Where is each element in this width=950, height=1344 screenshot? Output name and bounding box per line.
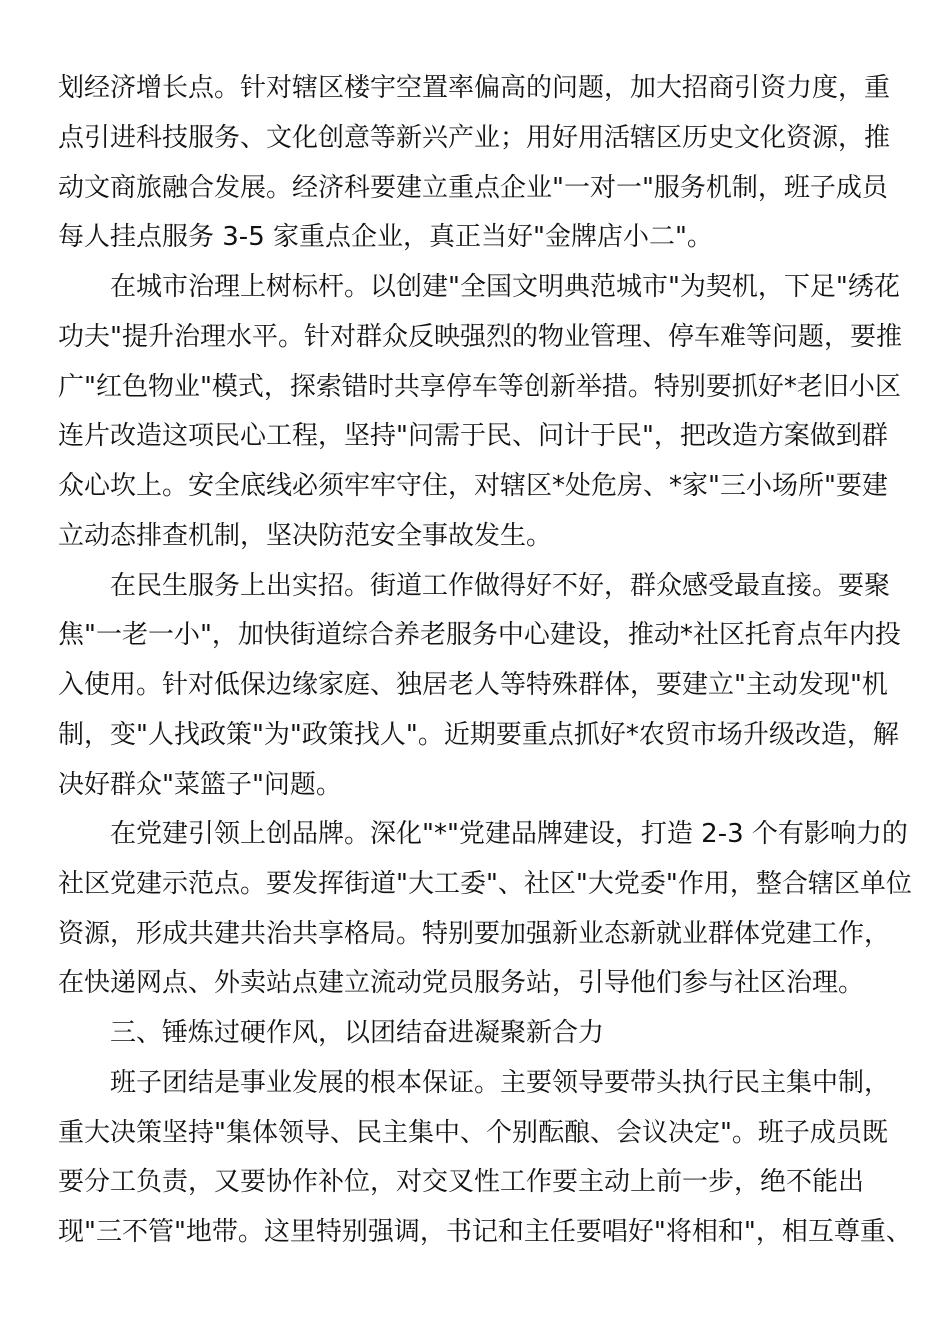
- text-line: 广"红色物业"模式，探索错时共享停车等创新举措。特别要抓好*老旧小区: [58, 372, 901, 402]
- text-line: 焦"一老一小"，加快街道综合养老服务中心建设，推动*社区托育点年内投: [58, 620, 901, 650]
- text-line: 现"三不管"地带。这里特别强调，书记和主任要唱好"将相和"，相互尊重、: [58, 1217, 912, 1247]
- paragraph-start-line: 在党建引领上创品牌。深化"*"党建品牌建设，打造 2-3 个有影响力的: [110, 819, 908, 849]
- text-line: 决好群众"菜篮子"问题。: [58, 770, 342, 800]
- text-line: 社区党建示范点。要发挥街道"大工委"、社区"大党委"作用，整合辖区单位: [58, 869, 912, 899]
- text-line: 入使用。针对低保边缘家庭、独居老人等特殊群体，要建立"主动发现"机: [58, 670, 888, 700]
- text-line: 点引进科技服务、文化创意等新兴产业；用好用活辖区历史文化资源，推: [58, 123, 891, 153]
- text-line: 要分工负责，又要协作补位，对交叉性工作要主动上前一步，绝不能出: [58, 1167, 865, 1197]
- text-line: 功夫"提升治理水平。针对群众反映强烈的物业管理、停车难等问题，要推: [58, 322, 902, 352]
- paragraph-start-line: 班子团结是事业发展的根本保证。主要领导要带头执行民主集中制，: [110, 1068, 891, 1098]
- text-line: 划经济增长点。针对辖区楼宇空置率偏高的问题，加大招商引资力度，重: [58, 73, 891, 103]
- text-line: 资源，形成共建共治共享格局。特别要加强新业态新就业群体党建工作，: [58, 919, 891, 949]
- text-line: 众心坎上。安全底线必须牢牢守住，对辖区*处危房、*家"三小场所"要建: [58, 471, 888, 501]
- text-line: 动文商旅融合发展。经济科要建立重点企业"一对一"服务机制，班子成员: [58, 173, 888, 203]
- text-line: 制，变"人找政策"为"政策找人"。近期要重点抓好*农贸市场升级改造，解: [58, 720, 899, 750]
- text-line: 立动态排查机制，坚决防范安全事故发生。: [58, 521, 553, 551]
- paragraph-start-line: 在民生服务上出实招。街道工作做得好不好，群众感受最直接。要聚: [110, 571, 891, 601]
- paragraph-start-line: 在城市治理上树标杆。以创建"全国文明典范城市"为契机，下足"绣花: [110, 272, 900, 302]
- text-line: 每人挂点服务 3-5 家重点企业，真正当好"金牌店小二"。: [58, 222, 713, 252]
- section-heading: 三、锤炼过硬作风，以团结奋进凝聚新合力: [110, 1018, 605, 1048]
- text-line: 重大决策坚持"集体领导、民主集中、个别酝酿、会议决定"。班子成员既: [58, 1118, 888, 1148]
- text-line: 在快递网点、外卖站点建立流动党员服务站，引导他们参与社区治理。: [58, 968, 865, 998]
- text-line: 连片改造这项民心工程，坚持"问需于民、问计于民"，把改造方案做到群: [58, 421, 888, 451]
